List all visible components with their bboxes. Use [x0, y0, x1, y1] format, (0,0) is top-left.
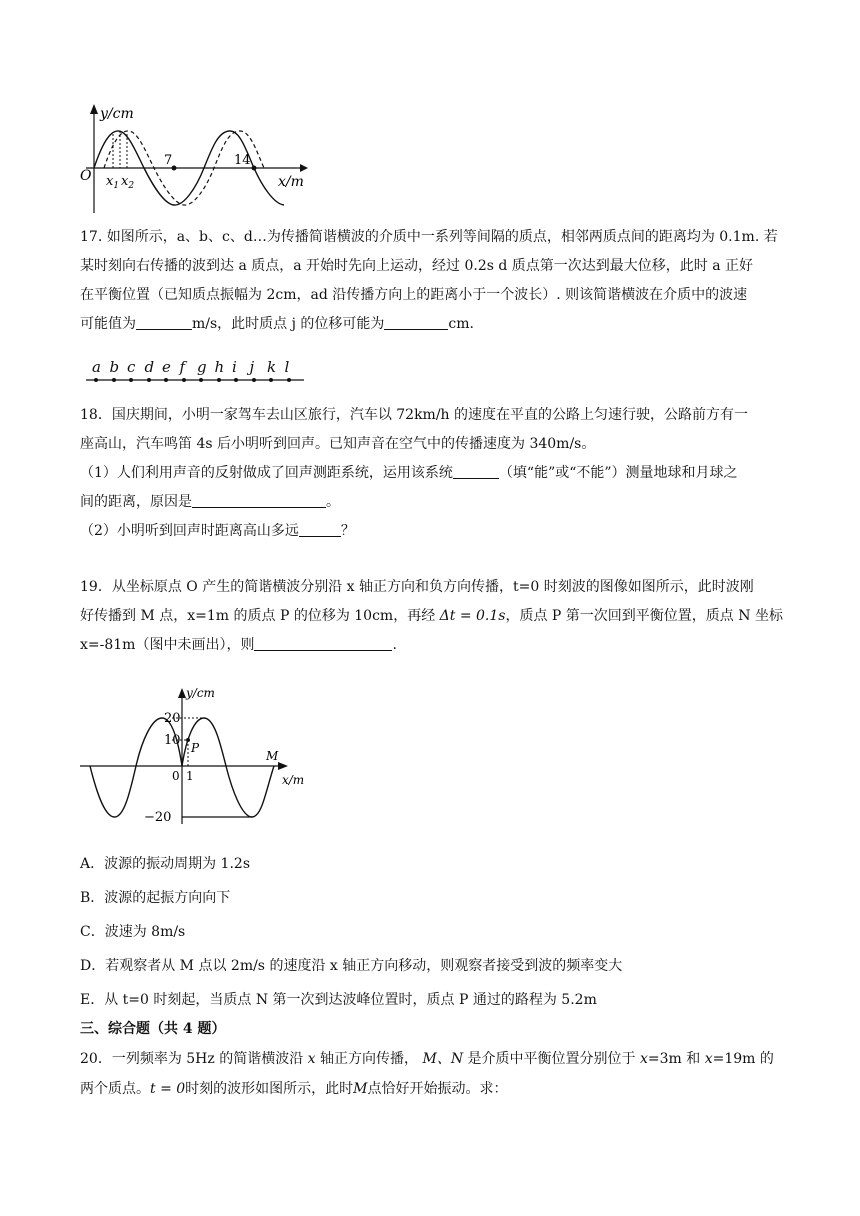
question-17: 17. 如图所示，a、b、c、d…为传播简谐横波的介质中一系列等间隔的质点，相邻两质点间的距离均为 0.1m. 若 某时刻向右传播的波到达 a 质点，a 开始时先向上运动，经过 0.2s d 质点第一次达到最大位移，此时 a 正好 在平衡位置（已知质点振幅为 2cm，ad 沿传播方向上的距离小于一个波长）. 则该简谐横波在介质中的波速 可能值为 m/s，此时质点 j 的位移可能为 cm. — [80, 229, 778, 332]
point-label-k: k — [267, 358, 277, 376]
option-e: E．从 t=0 时刻起，当质点 N 第一次到达波峰位置时，质点 P 通过的路程为 5.2m — [80, 992, 597, 1008]
point-dot — [147, 378, 151, 382]
fig1-xlabel: x/m — [278, 174, 304, 190]
question-18: 18．国庆期间，小明一家驾车去山区旅行，汽车以 72km/h 的速度在平直的公路上匀速行驶，公路前方有一 座高山，汽车鸣笛 4s 后小明听到回声。已知声音在空气中的传播速度为 340m/s。 （1）人们利用声音的反射做成了回声测距系统，运用该系统 （填“能”或“不能”）测量地球和月球之 间的距离，原因是 。 （2）小明听到回声时距离高山多远 ？ — [80, 407, 749, 539]
point-dot — [94, 378, 98, 382]
answer-blank-speed[interactable] — [136, 313, 192, 330]
fig2-ylabel: y/cm — [186, 686, 215, 700]
fig2-yneg20: −20 — [144, 810, 172, 825]
fig2-y20: 20 — [164, 711, 181, 726]
point-label-a: a — [92, 358, 101, 376]
point-label-c: c — [127, 358, 136, 376]
point-label-e: e — [162, 358, 171, 376]
fig2-m: M — [266, 749, 279, 763]
point-labels — [86, 358, 306, 386]
option-b: B．波源的起振方向向下 — [80, 890, 231, 906]
question-20: 20．一列频率为 5Hz 的简谐横波沿 x 轴正方向传播， M、N 是介质中平衡位置分别位于 x=3m 和 x=19m 的 两个质点。t = 0时刻的波形如图所示，此时M点恰好开始振动。求： — [80, 1051, 774, 1097]
point-dot — [182, 378, 186, 382]
point-label-d: d — [144, 358, 155, 376]
option-c: C．波速为 8m/s — [80, 924, 186, 940]
point-dot — [164, 378, 168, 382]
fig2-one: 1 — [186, 769, 194, 783]
option-a: A．波源的振动周期为 1.2s — [80, 856, 251, 872]
answer-blank-displacement[interactable] — [384, 313, 448, 330]
point-dot — [234, 378, 238, 382]
point-dot — [217, 378, 221, 382]
fig1-x2: $x_2$ — [121, 174, 135, 191]
point-label-l: l — [284, 358, 290, 376]
wave-figure-1 — [78, 98, 318, 218]
point-label-f: f — [179, 358, 186, 376]
fig1-tick-7: 7 — [164, 153, 173, 168]
point-dot — [112, 378, 116, 382]
fig1-x1: $x_1$ — [106, 174, 120, 191]
fig1-tick-14: 14 — [234, 153, 251, 168]
point-dot — [269, 378, 273, 382]
point-label-g: g — [197, 358, 207, 376]
point-label-h: h — [214, 358, 225, 376]
point-label-j: j — [249, 358, 255, 376]
points-figure — [86, 358, 306, 386]
answer-blank-reason[interactable] — [192, 491, 326, 508]
section-heading: 三、综合题（共 4 题） — [80, 1021, 226, 1037]
fig2-y10: 10 — [164, 733, 181, 748]
fig2-p: P — [191, 741, 200, 755]
point-label-b: b — [109, 358, 120, 376]
answer-blank-q19[interactable] — [254, 634, 392, 651]
answer-blank-can[interactable] — [453, 462, 499, 479]
wave-figure-2 — [78, 682, 318, 832]
answer-blank-distance[interactable] — [299, 520, 341, 537]
point-dot — [287, 378, 291, 382]
point-label-i: i — [232, 358, 237, 376]
fig1-ylabel: y/cm — [100, 106, 134, 122]
option-d: D．若观察者从 M 点以 2m/s 的速度沿 x 轴正方向移动，则观察者接受到波的频率变大 — [80, 958, 623, 974]
fig2-zero: 0 — [172, 769, 180, 783]
point-dot — [129, 378, 133, 382]
question-19: 19．从坐标原点 O 产生的简谐横波分别沿 x 轴正方向和负方向传播，t=0 时刻波的图像如图所示，此时波刚 好传播到 M 点，x=1m 的质点 P 的位移为 10cm，再经 Δt = 0.1s，质点 P 第一次回到平衡位置，质点 N 坐标 x=-81m（图中未画出），则 . — [80, 579, 783, 653]
fig2-xlabel: x/m — [282, 773, 305, 787]
fig1-origin: O — [80, 168, 92, 184]
point-dot — [252, 378, 256, 382]
point-dot — [199, 378, 203, 382]
options-list — [80, 847, 780, 1017]
